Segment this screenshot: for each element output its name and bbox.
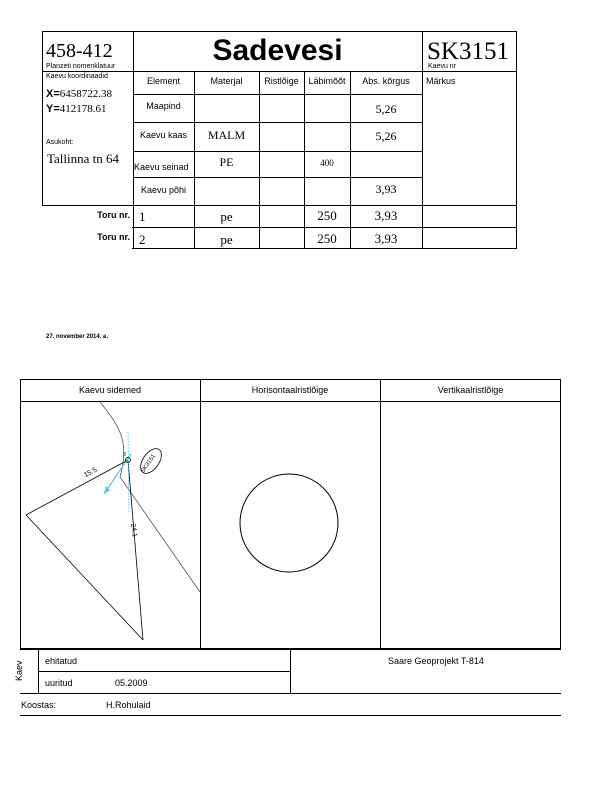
- well-caption: Kaevu nr: [428, 63, 457, 70]
- header-remarks: Märkus: [426, 76, 456, 86]
- surveyed-label: uuritud: [45, 678, 73, 688]
- well-id: SK3151: [427, 38, 509, 65]
- horizontal-section: [238, 472, 340, 574]
- header-diameter: Läbimõõt: [308, 76, 346, 86]
- x-value: 6458722.38: [59, 88, 113, 100]
- pipe-elevation: 3,93: [374, 208, 398, 223]
- pipe-line: [128, 432, 129, 512]
- header-section: Ristlõige: [264, 76, 299, 86]
- tie-line: [26, 515, 143, 640]
- location-value: Tallinna tn 64: [47, 151, 120, 166]
- header-material: Materjal: [210, 76, 243, 86]
- row-material: MALM: [207, 128, 246, 142]
- pipe-diameter: 250: [317, 208, 337, 223]
- tie-distance-1: 15.5: [83, 466, 99, 480]
- author-value: H.Rohulaid: [106, 700, 151, 710]
- pipe-number: 1: [139, 209, 146, 224]
- built-label: ehitatud: [45, 656, 78, 666]
- pipe-label: Toru nr.: [97, 232, 130, 242]
- surveyed-value: 05.2009: [115, 678, 148, 688]
- x-coordinate: [46, 88, 112, 100]
- pipe-line: [104, 454, 131, 494]
- node-marker: 3: [123, 452, 126, 458]
- pipe-material: pe: [220, 209, 233, 224]
- pipe-material: pe: [220, 232, 233, 247]
- tie-distance-2: 24.1: [129, 523, 138, 538]
- y-label: Y=: [46, 103, 60, 115]
- panel-title-horizontal: Horisontaalristlõige: [251, 385, 329, 395]
- tie-line: [26, 460, 128, 515]
- row-elevation: 5,26: [375, 102, 397, 116]
- header-elevation: Abs. kõrgus: [362, 76, 410, 86]
- row-elevation: 5,26: [375, 129, 397, 143]
- ties-sketch: [20, 402, 200, 648]
- pipe-diameter: 250: [317, 231, 337, 246]
- building-outline: [100, 402, 200, 592]
- header-element: Element: [146, 76, 181, 86]
- coordinates-label: Kaevu koordinaadid: [46, 73, 108, 80]
- footer-side-label: Kaev: [14, 660, 24, 681]
- row-elevation: 3,93: [375, 182, 397, 196]
- row-element: Maapind: [146, 101, 181, 111]
- row-element: Kaevu kaas: [139, 130, 188, 140]
- y-coordinate: [46, 103, 107, 115]
- pipe-elevation: 3,93: [374, 231, 398, 246]
- pipe-number: 2: [139, 232, 146, 247]
- panel-title-ties: Kaevu sidemed: [78, 385, 142, 395]
- y-value: 412178.61: [59, 103, 107, 115]
- well-circle: [240, 474, 338, 572]
- row-element: Kaevu seinad: [134, 162, 189, 172]
- plan-number: 458-412: [46, 40, 113, 62]
- location-label: Asukoht:: [46, 139, 74, 146]
- row-diameter: 400: [320, 158, 334, 168]
- row-element: Kaevu põhi: [140, 185, 187, 195]
- company-name: Saare Geoprojekt T-814: [388, 656, 484, 666]
- document-date: 27. november 2014. a.: [46, 334, 109, 340]
- sketch-well-label: SK3151: [140, 453, 158, 475]
- panel-title-vertical: Vertikaalristlõige: [437, 385, 504, 395]
- row-material: PE: [219, 155, 234, 169]
- plan-caption: Planzeti nomenklatuur: [46, 63, 116, 70]
- pipe-label: Toru nr.: [97, 210, 130, 220]
- author-label: Koostas:: [21, 700, 57, 710]
- tie-line: [128, 460, 143, 640]
- page-title: Sadevesi: [212, 34, 343, 67]
- x-label: X=: [46, 88, 60, 100]
